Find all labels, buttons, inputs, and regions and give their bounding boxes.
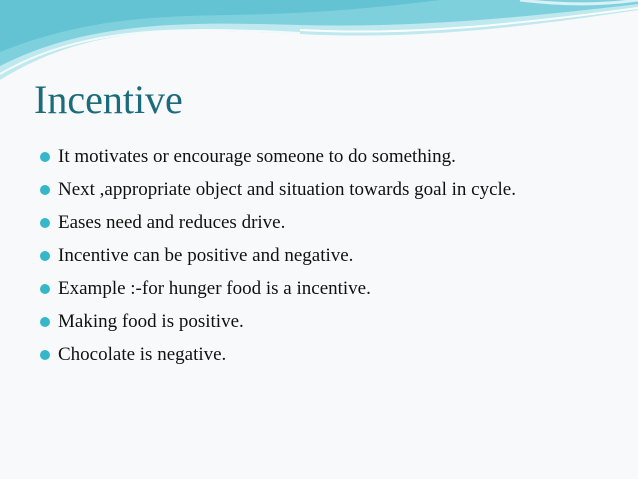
bullet-icon [40,251,50,261]
bullet-text: Next ,appropriate object and situation towards goal in cycle. [58,178,516,200]
list-item [40,305,516,338]
bullet-text: Chocolate is negative. [58,343,227,365]
list-item [40,239,516,272]
bullet-list [40,140,516,371]
bullet-icon [40,317,50,327]
list-item [40,140,516,173]
bullet-icon [40,350,50,360]
slide-title: Incentive [34,77,183,122]
bullet-text: Making food is positive. [58,310,244,332]
bullet-text: Example :-for hunger food is a incentive. [58,277,371,299]
bullet-icon [40,218,50,228]
bullet-icon [40,185,50,195]
list-item [40,206,516,239]
list-item [40,173,516,206]
list-item [40,338,516,371]
bullet-text: Eases need and reduces drive. [58,211,286,233]
list-item [40,272,516,305]
bullet-icon [40,152,50,162]
bullet-text: It motivates or encourage someone to do something. [58,145,456,167]
bullet-text: Incentive can be positive and negative. [58,244,354,266]
bullet-icon [40,284,50,294]
